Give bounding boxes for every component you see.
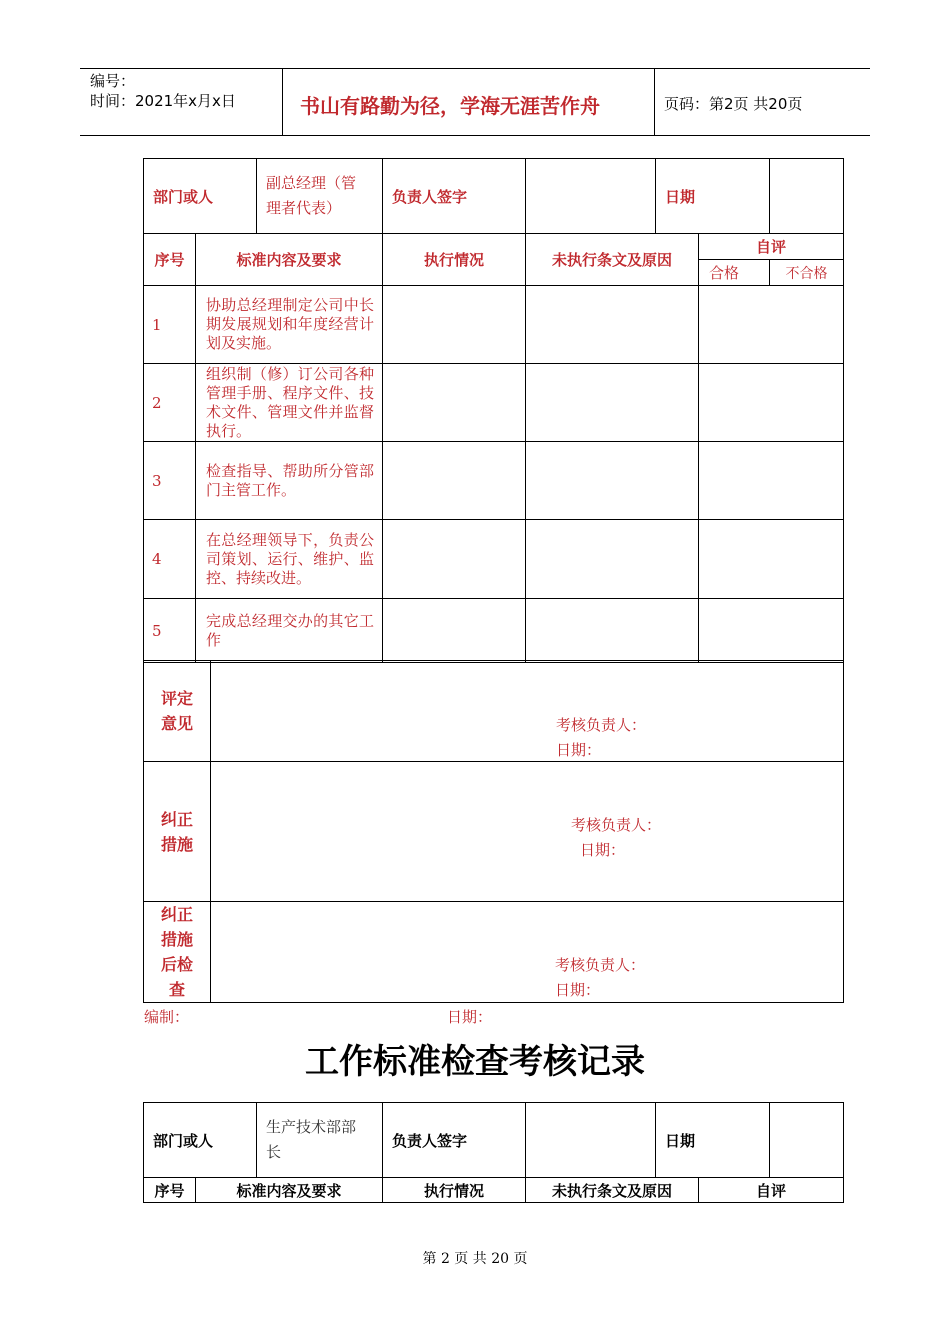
row-self-eval[interactable] bbox=[699, 442, 844, 520]
evaluation-field[interactable] bbox=[211, 661, 844, 762]
dept-label: 部门或人 bbox=[153, 187, 214, 206]
table-row bbox=[144, 364, 844, 442]
table-row bbox=[144, 442, 844, 520]
post-correction-label-line3: 后检 bbox=[160, 955, 193, 974]
post-correction-date: 日期： bbox=[555, 981, 601, 999]
correction-row bbox=[144, 762, 844, 902]
evaluation-label bbox=[144, 661, 211, 762]
table-row bbox=[144, 520, 844, 599]
row-content: 在总经理领导下，负责公司策划、运行、维护、监控、持续改进。 bbox=[196, 520, 383, 599]
assessment-table-1 bbox=[143, 158, 844, 663]
evaluation-label-line1: 评定 bbox=[160, 689, 193, 708]
row-unexec[interactable] bbox=[526, 599, 699, 663]
dept-value-line2: 长 bbox=[266, 1143, 282, 1161]
col-no-header: 序号 bbox=[144, 1178, 196, 1203]
header-divider-left bbox=[282, 68, 283, 136]
post-correction-reviewer: 考核负责人： bbox=[555, 956, 646, 974]
row-exec[interactable] bbox=[383, 599, 526, 663]
header-bottom-rule bbox=[80, 135, 870, 136]
row-self-eval[interactable] bbox=[699, 364, 844, 442]
header-top-rule bbox=[80, 68, 870, 69]
header-divider-right bbox=[654, 68, 655, 136]
dept-value-cell bbox=[257, 1103, 383, 1178]
document-title: 工作标准检查考核记录 bbox=[305, 1042, 645, 1082]
row-number: 2 bbox=[144, 364, 196, 442]
row-content: 组织制（修）订公司各种管理手册、程序文件、技术文件、管理文件并监督执行。 bbox=[196, 364, 383, 442]
date-value-cell[interactable] bbox=[770, 1103, 844, 1178]
row-exec[interactable] bbox=[383, 520, 526, 599]
row-number: 4 bbox=[144, 520, 196, 599]
evaluation-label-line2: 意见 bbox=[160, 714, 193, 733]
page-footer: 第 2 页 共 20 页 bbox=[422, 1251, 528, 1267]
time-label: 时间：2021年x月x日 bbox=[90, 92, 236, 110]
date-value-cell[interactable] bbox=[770, 159, 844, 234]
row-unexec[interactable] bbox=[526, 364, 699, 442]
post-correction-label-line1: 纠正 bbox=[160, 905, 193, 924]
dept-label-cell bbox=[144, 1103, 257, 1178]
date-label-cell bbox=[656, 159, 770, 234]
col-self-header: 自评 bbox=[699, 234, 844, 260]
editor-label: 编制： bbox=[144, 1008, 190, 1026]
department-row bbox=[144, 159, 844, 234]
row-exec[interactable] bbox=[383, 442, 526, 520]
col-content-header: 标准内容及要求 bbox=[196, 234, 383, 286]
correction-label bbox=[144, 762, 211, 902]
sign-label-cell bbox=[383, 1103, 526, 1178]
post-correction-label-line4: 查 bbox=[168, 980, 185, 999]
date-label: 日期 bbox=[665, 1131, 696, 1150]
evaluation-reviewer: 考核负责人： bbox=[556, 716, 647, 734]
page-info: 页码：第2页 共20页 bbox=[664, 95, 803, 113]
correction-label-line1: 纠正 bbox=[160, 809, 193, 829]
post-correction-field[interactable] bbox=[211, 902, 844, 1003]
sign-value-cell[interactable] bbox=[526, 159, 656, 234]
row-unexec[interactable] bbox=[526, 520, 699, 599]
post-correction-label-line2: 措施 bbox=[160, 930, 193, 949]
dept-label-cell bbox=[144, 159, 257, 234]
sign-value-cell[interactable] bbox=[526, 1103, 656, 1178]
header-motto: 书山有路勤为径，学海无涯苦作舟 bbox=[300, 94, 600, 118]
col-pass-header: 合格 bbox=[699, 260, 770, 286]
dept-label: 部门或人 bbox=[153, 1131, 214, 1150]
row-number: 5 bbox=[144, 599, 196, 663]
row-unexec[interactable] bbox=[526, 442, 699, 520]
row-self-eval[interactable] bbox=[699, 286, 844, 364]
row-exec[interactable] bbox=[383, 286, 526, 364]
col-unexec-header: 未执行条文及原因 bbox=[526, 1178, 699, 1203]
dept-value-line1: 副总经理（管 bbox=[266, 174, 357, 192]
assessment-table-2 bbox=[143, 1102, 844, 1203]
sign-label: 负责人签字 bbox=[392, 1131, 468, 1150]
evaluation-row bbox=[144, 661, 844, 762]
row-content: 完成总经理交办的其它工作 bbox=[196, 599, 383, 663]
post-correction-label bbox=[144, 902, 211, 1003]
dept-value-line2: 理者代表） bbox=[266, 199, 342, 217]
row-content: 检查指导、帮助所分管部门主管工作。 bbox=[196, 442, 383, 520]
col-unexec-header: 未执行条文及原因 bbox=[526, 234, 699, 286]
table-row bbox=[144, 599, 844, 663]
col-exec-header: 执行情况 bbox=[383, 234, 526, 286]
row-exec[interactable] bbox=[383, 364, 526, 442]
column-header-row bbox=[144, 234, 844, 260]
assessment-table-1-review bbox=[143, 660, 844, 1003]
correction-date: 日期： bbox=[580, 841, 626, 859]
correction-label-line2: 措施 bbox=[160, 834, 193, 854]
row-unexec[interactable] bbox=[526, 286, 699, 364]
editor-date-label: 日期： bbox=[447, 1008, 493, 1026]
col-exec-header: 执行情况 bbox=[383, 1178, 526, 1203]
sign-label: 负责人签字 bbox=[392, 187, 468, 206]
date-label-cell bbox=[656, 1103, 770, 1178]
department-row bbox=[144, 1103, 844, 1178]
correction-field[interactable] bbox=[211, 762, 844, 902]
col-no-header: 序号 bbox=[144, 234, 196, 286]
sign-label-cell bbox=[383, 159, 526, 234]
row-self-eval[interactable] bbox=[699, 520, 844, 599]
serial-label: 编号： bbox=[90, 72, 136, 90]
row-number: 3 bbox=[144, 442, 196, 520]
dept-value-cell bbox=[257, 159, 383, 234]
col-content-header: 标准内容及要求 bbox=[196, 1178, 383, 1203]
table-row bbox=[144, 286, 844, 364]
column-header-row bbox=[144, 1178, 844, 1203]
evaluation-date: 日期： bbox=[556, 741, 602, 759]
col-self-header: 自评 bbox=[699, 1178, 844, 1203]
row-self-eval[interactable] bbox=[699, 599, 844, 663]
dept-value-line1: 生产技术部部 bbox=[266, 1118, 357, 1136]
row-content: 协助总经理制定公司中长期发展规划和年度经营计划及实施。 bbox=[196, 286, 383, 364]
col-fail-header: 不合格 bbox=[770, 260, 844, 286]
correction-reviewer: 考核负责人： bbox=[571, 816, 662, 834]
row-number: 1 bbox=[144, 286, 196, 364]
date-label: 日期 bbox=[665, 187, 696, 206]
post-correction-row bbox=[144, 902, 844, 1003]
